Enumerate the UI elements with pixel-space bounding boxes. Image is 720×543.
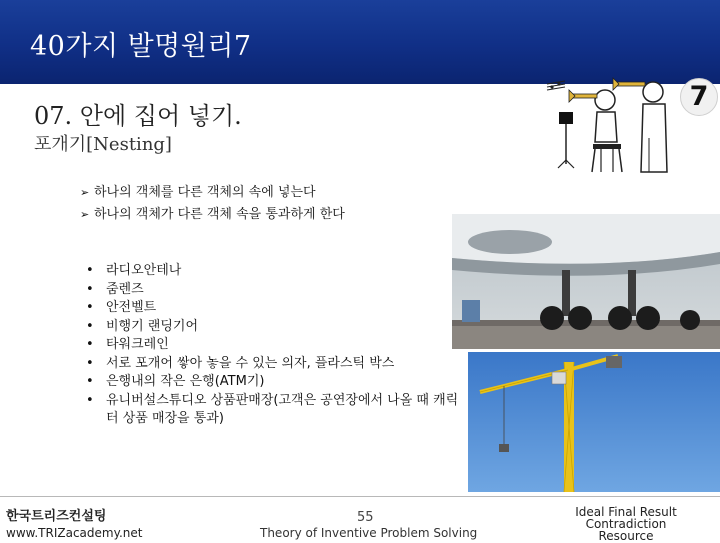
list-item — [86, 318, 466, 337]
slide-title: 40가지 발명원리7 — [30, 31, 252, 62]
footer-keyword: Contradiction — [585, 517, 667, 531]
footer-divider — [0, 496, 720, 497]
bullet-icon: • — [86, 318, 94, 334]
arrow-bullet-icon: ➢ — [80, 208, 90, 221]
example-text: 유니버설스튜디오 상품판매장(고객은 공연장에서 나올 때 캐릭터 상품 매장을 통과) — [106, 392, 459, 426]
list-item — [86, 355, 466, 374]
airplane-landing-gear-photo — [452, 214, 720, 349]
sheet-music-icon — [547, 81, 565, 90]
footer-website-link[interactable]: www.TRIZacademy.net — [6, 526, 143, 540]
list-item — [86, 392, 466, 429]
footer-theory-text: Theory of Inventive Problem Solving — [260, 526, 478, 540]
example-text: 비행기 랜딩기어 — [106, 318, 199, 334]
bullet-icon: • — [86, 281, 94, 297]
page-number: 55 — [357, 510, 374, 525]
example-text: 안전벨트 — [106, 300, 157, 315]
list-item — [86, 336, 466, 355]
tower-crane-photo — [468, 352, 720, 492]
list-item — [80, 182, 345, 204]
list-item — [80, 204, 345, 226]
trumpet-players-illustration — [545, 68, 677, 176]
example-text: 은행내의 작은 은행(ATM기) — [106, 374, 265, 389]
example-text: 서로 포개어 쌓아 놓을 수 있는 의자, 플라스틱 박스 — [106, 355, 395, 371]
bullet-icon: • — [86, 355, 94, 371]
principle-number-badge: 7 — [680, 78, 718, 116]
bullet-icon: • — [86, 374, 94, 389]
list-item — [86, 281, 466, 300]
list-item — [86, 262, 466, 281]
list-item — [86, 299, 466, 318]
bullet-icon: • — [86, 263, 94, 278]
footer-organization: 한국트리즈컨설팅 — [6, 509, 107, 524]
footer-keywords — [570, 506, 682, 542]
list-item — [86, 373, 466, 392]
arrow-bullet-icon: ➢ — [80, 186, 90, 199]
example-text: 줌렌즈 — [106, 281, 144, 297]
bullet-icon: • — [86, 300, 94, 315]
bullet-icon: • — [86, 337, 94, 352]
definition-text: 하나의 객체가 다른 객체 속을 통과하게 한다 — [94, 207, 345, 222]
principle-subtitle: 포개기[Nesting] — [34, 134, 172, 155]
definition-text: 하나의 객체를 다른 객체의 속에 넣는다 — [94, 185, 316, 200]
examples-list — [86, 262, 466, 429]
footer-keyword: Resource — [598, 529, 654, 543]
principle-title: 07. 안에 집어 넣기. — [34, 102, 242, 130]
bullet-icon: • — [86, 392, 94, 408]
principle-definition-list — [80, 182, 345, 226]
footer-keyword: Ideal Final Result — [575, 505, 677, 519]
example-text: 타워크레인 — [106, 337, 169, 352]
example-text: 라디오안테나 — [106, 263, 182, 278]
